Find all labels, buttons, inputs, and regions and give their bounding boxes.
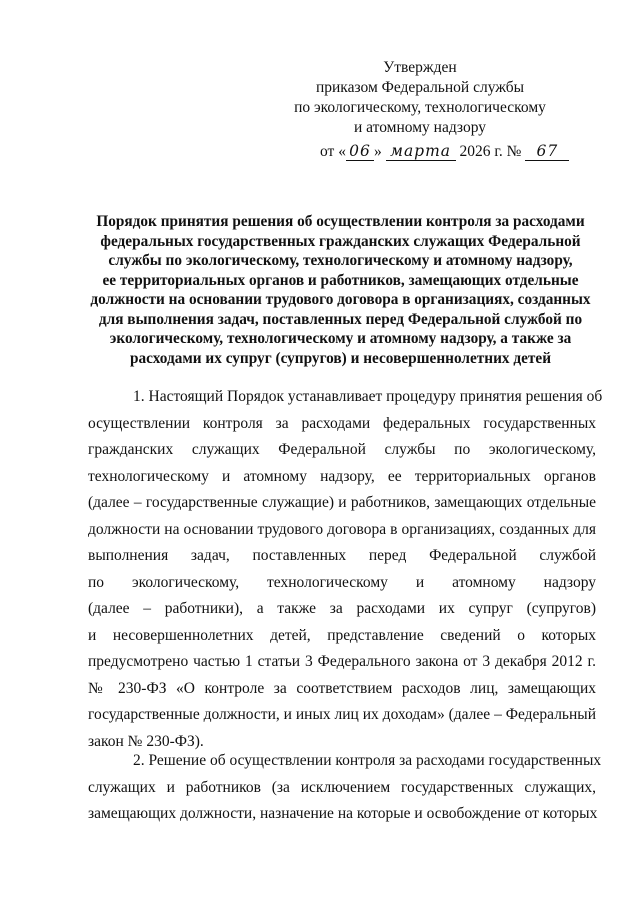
- approval-line: по экологическому, технологическому: [294, 99, 546, 116]
- order-prefix: от «: [320, 143, 346, 160]
- paragraph-1: [88, 384, 603, 755]
- paragraph-2: [88, 748, 602, 828]
- text-line: технологическому и атомному надзору, ее территориальных органов: [88, 467, 596, 485]
- title-line: расходами их супруг (супругов) и несовершеннолетних детей: [129, 349, 552, 367]
- order-number-handwritten: 67: [525, 142, 569, 161]
- text-line: по экологическому, технологическому и атомному надзору: [88, 573, 596, 591]
- title-line: службы по экологическому, технологическому и атомному надзору,: [108, 252, 573, 269]
- title-line: экологическому, технологическому и атомному надзору, а также за: [109, 330, 572, 347]
- order-month-handwritten: марта: [386, 142, 456, 161]
- text-line: осуществлении контроля за расходами федеральных государственных: [88, 414, 596, 432]
- text-line: 2. Решение об осуществлении контроля за расходами государственных: [133, 752, 602, 769]
- title-line: Порядок принятия решения об осуществлении контроля за расходами: [96, 213, 585, 230]
- approval-line: Утвержден: [383, 59, 457, 76]
- text-line: предусмотрено частью 1 статьи 3 Федерального закона от 3 декабря 2012 г.: [88, 653, 596, 670]
- text-line: выполнения задач, поставленных перед Федеральной службой: [88, 547, 596, 564]
- title-line: федеральных государственных гражданских служащих Федеральной: [100, 232, 581, 250]
- text-line: замещающих должности, назначение на которые и освобождение от которых: [88, 805, 598, 822]
- title-line: для выполнения задач, поставленных перед Федеральной службой по: [98, 310, 583, 328]
- text-line: служащих и работников (за исключением государственных служащих,: [88, 778, 596, 796]
- order-day-handwritten: 06: [346, 142, 374, 161]
- text-line: (далее – работники), а также за расходами их супруг (супругов): [88, 600, 596, 617]
- text-line: и несовершеннолетних детей, представление сведений о которых: [88, 626, 596, 644]
- text-line: гражданских служащих Федеральной службы по экологическому,: [88, 441, 596, 458]
- title-line: должности на основании трудового договора в организациях, созданных: [90, 291, 591, 308]
- document-title: [88, 212, 593, 368]
- text-line: закон № 230-ФЗ).: [88, 732, 204, 750]
- approval-line: и атомному надзору: [354, 119, 486, 136]
- title-line: ее территориальных органов и работников, замещающих отдельные: [102, 271, 579, 289]
- text-line: должности на основании трудового договора в организациях, созданных для: [88, 520, 596, 538]
- text-line: государственные должности, и иных лиц их доходам» (далее – Федеральный: [88, 706, 596, 723]
- order-date-number: [320, 142, 569, 161]
- text-line: (далее – государственные служащие) и работников, замещающих отдельные: [88, 494, 596, 511]
- order-mid: »: [373, 143, 382, 160]
- text-line: 1. Настоящий Порядок устанавливает процедуру принятия решения об: [133, 388, 603, 405]
- approval-block: [290, 58, 550, 138]
- text-line: № 230-ФЗ «О контроле за соответствием расходов лиц, замещающих: [88, 679, 596, 697]
- order-year: 2026 г. №: [459, 143, 522, 160]
- approval-line: приказом Федеральной службы: [315, 79, 525, 96]
